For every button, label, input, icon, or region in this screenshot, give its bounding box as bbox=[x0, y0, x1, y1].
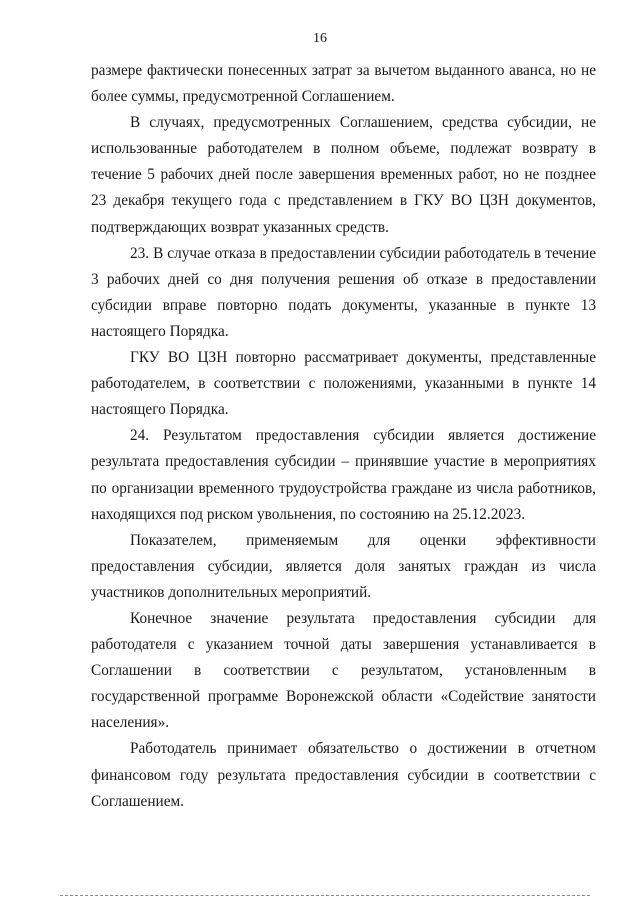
page-number: 16 bbox=[313, 31, 327, 46]
paragraph-efficiency-indicator: Показателем, применяемым для оценки эффективности предоставления субсидии, является доля занятых граждан из числа участников дополнительных мероприятий. bbox=[91, 531, 596, 601]
paragraph-continuation: размере фактически понесенных затрат за вычетом выданного аванса, но не более суммы, предусмотренной Соглашением. bbox=[91, 62, 596, 106]
paragraph-employer-obligation: Работодатель принимает обязательство о достижении в отчетном финансовом году результата предоставления субсидии в соответствии с Соглашением. bbox=[91, 740, 596, 810]
paragraph-subsidy-refund: В случаях, предусмотренных Соглашением, средства субсидии, не использованные работодателем в полном объеме, подлежат возврату в течение 5 рабочих дней после завершения временных работ, но не позднее 23 декабря текущего года с представлением в ГКУ ВО ЦЗН документов, подтверждающих возврат указанных средств. bbox=[91, 114, 596, 236]
paragraph-final-value: Конечное значение результата предоставления субсидии для работодателя с указанием точной даты завершения устанавливается в Соглашении в соответствии с результатом, установленным в государственной программе Воронежской области «Содействие занятости населения». bbox=[91, 609, 596, 732]
paragraph-repeat-review: ГКУ ВО ЦЗН повторно рассматривает документы, представленные работодателем, в соответствии с положениями, указанными в пункте 14 настоящего Порядка. bbox=[91, 349, 596, 419]
bottom-edge-line bbox=[60, 895, 590, 896]
document-body bbox=[91, 58, 596, 815]
paragraph-item-24: 24. Результатом предоставления субсидии является достижение результата предоставления субсидии – принявшие участие в мероприятиях по организации временного трудоустройства граждане из числа работников, находящихся под риском увольнения, по состоянию на 25.12.2023. bbox=[91, 427, 596, 523]
paragraph-item-23: 23. В случае отказа в предоставлении субсидии работодатель в течение 3 рабочих дней со дня получения решения об отказе в предоставлении субсидии вправе повторно подать документы, указанные в пункте 13 настоящего Порядка. bbox=[91, 244, 596, 340]
